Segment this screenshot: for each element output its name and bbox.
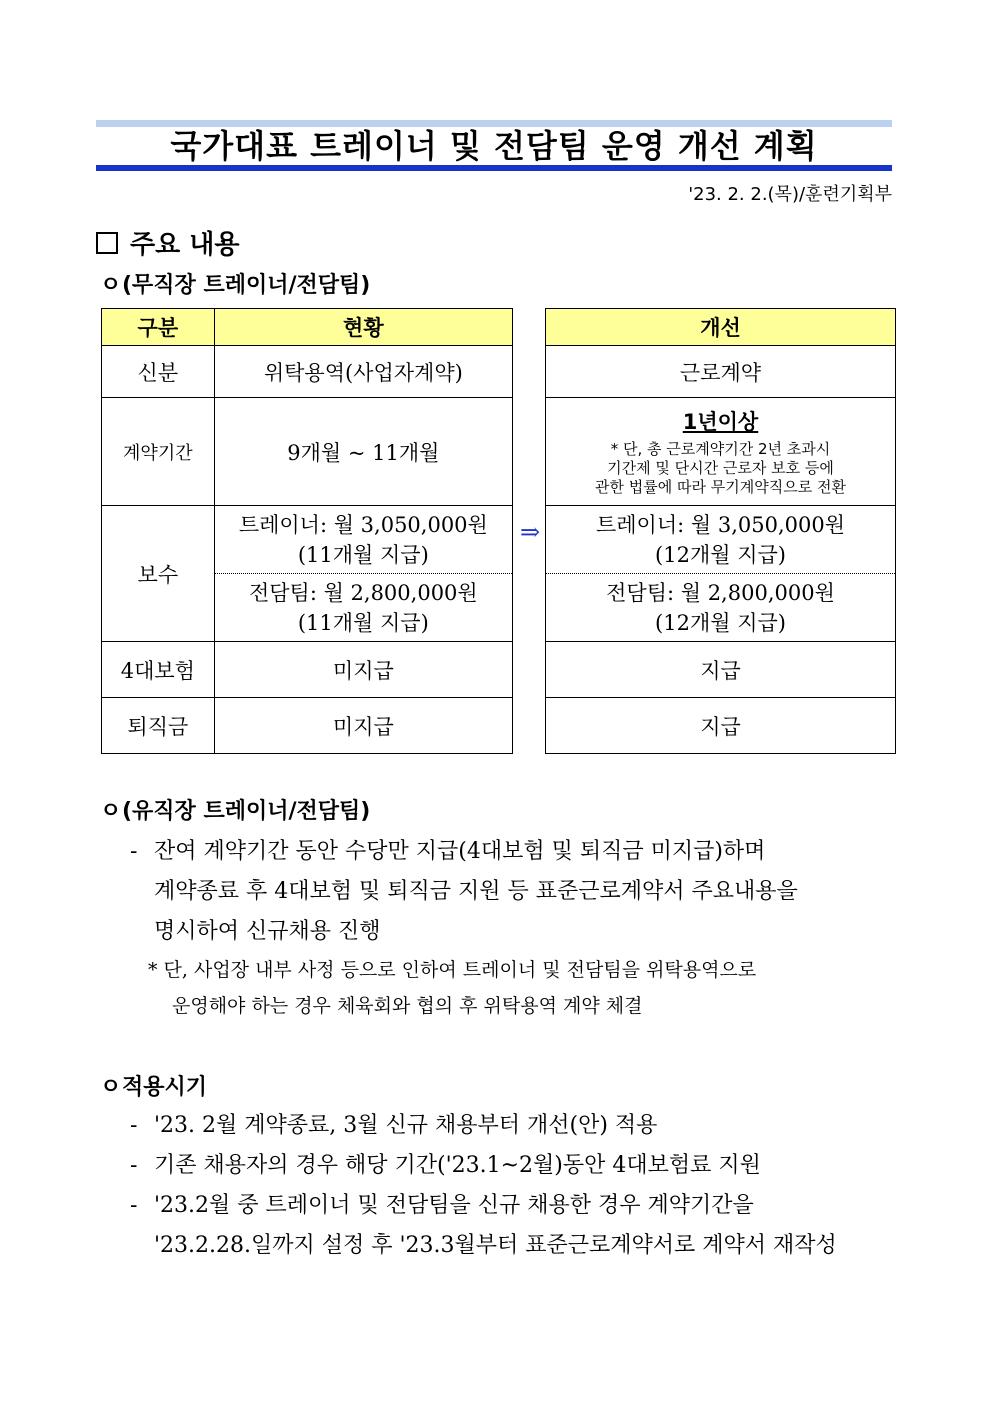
section-heading: 주요 내용 — [96, 224, 240, 261]
row-label-pay: 보수 — [102, 506, 215, 642]
subsection-2-note: * 단, 사업장 내부 사정 등으로 인하여 트레이너 및 전담팀을 위탁용역으로 운영해야 하는 경우 체육회와 협의 후 위탁용역 계약 체결 — [148, 959, 757, 1017]
square-bullet-icon — [96, 232, 118, 254]
header-improvement: 개선 — [546, 309, 896, 346]
right-arrow-icon: ⇒ — [519, 518, 541, 546]
list-item: - 기존 채용자의 경우 해당 기간('23.1~2월)동안 4대보험료 지원 — [130, 1153, 761, 1178]
list-item: - '23.2월 중 트레이너 및 전담팀을 신규 채용한 경우 계약기간을 — [130, 1193, 754, 1218]
subsection-3-heading: ㅇ적용시기 — [100, 1075, 208, 1100]
cell-insurance-current: 미지급 — [214, 642, 512, 698]
header-current: 현황 — [214, 309, 512, 346]
improvement-table — [545, 308, 896, 754]
cell-pay-team-improved: 전담팀: 월 2,800,000원 (12개월 지급) — [546, 574, 896, 642]
cell-severance-improved: 지급 — [546, 698, 896, 754]
row-label-insurance: 4대보험 — [102, 642, 215, 698]
row-label-status: 신분 — [102, 346, 215, 398]
cell-pay-team-current: 전담팀: 월 2,800,000원 (11개월 지급) — [214, 574, 512, 642]
row-label-period: 계약기간 — [102, 398, 215, 506]
cell-status-current: 위탁용역(사업자계약) — [214, 346, 512, 398]
document-title: 국가대표 트레이너 및 전담팀 운영 개선 계획 — [170, 127, 818, 165]
cell-status-improved: 근로계약 — [546, 346, 896, 398]
list-item: - '23. 2월 계약종료, 3월 신규 채용부터 개선(안) 적용 — [130, 1113, 658, 1138]
cell-pay-trainer-current: 트레이너: 월 3,050,000원 (11개월 지급) — [214, 506, 512, 574]
cell-insurance-improved: 지급 — [546, 642, 896, 698]
subsection-2-heading: ㅇ(유직장 트레이너/전담팀) — [100, 799, 371, 824]
header-category: 구분 — [102, 309, 215, 346]
subsection-3-body: - '23. 2월 계약종료, 3월 신규 채용부터 개선(안) 적용 - 기존 채용자의 경우 해당 기간('23.1~2월)동안 4대보험료 지원 - '23.2월 중 트레이너 및 전담팀을 신규 채용한 경우 계약기간을 '23.2.28.일까지 설정 후 '23.3월부터 표준근로계약서로 계약서 재작성 — [130, 1106, 896, 1266]
subsection-2-body: - 잔여 계약기간 동안 수당만 지급(4대보험 및 퇴직금 미지급)하며 계약종료 후 4대보험 및 퇴직금 지원 등 표준근로계약서 주요내용을 명시하여 신규채용 진행 — [130, 839, 798, 944]
cell-pay-trainer-improved: 트레이너: 월 3,050,000원 (12개월 지급) — [546, 506, 896, 574]
cell-period-improved: 1년이상 * 단, 총 근로계약기간 2년 초과시 기간제 및 단시간 근로자 보호 등에 관한 법률에 따라 무기계약직으로 전환 — [546, 398, 896, 506]
cell-severance-current: 미지급 — [214, 698, 512, 754]
current-status-table — [101, 308, 513, 754]
cell-period-current: 9개월 ~ 11개월 — [214, 398, 512, 506]
row-label-severance: 퇴직금 — [102, 698, 215, 754]
subsection-1-heading: ㅇ(무직장 트레이너/전담팀) — [100, 273, 371, 298]
document-date: '23. 2. 2.(목)/훈련기획부 — [688, 184, 892, 205]
title-bar-bottom — [96, 165, 892, 171]
